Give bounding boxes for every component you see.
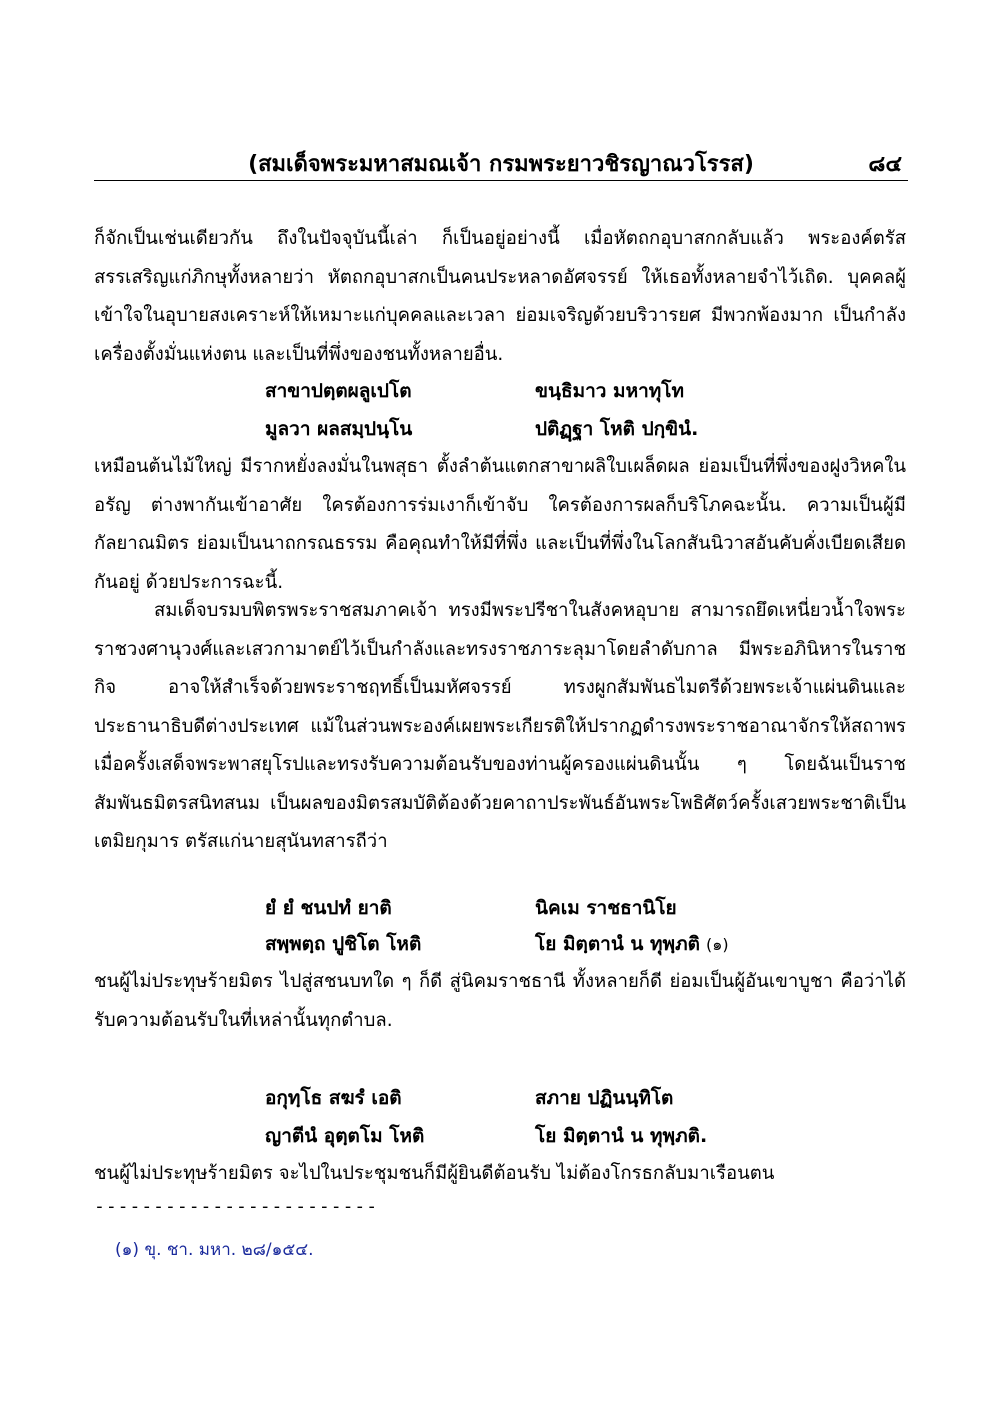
verse-line-2 <box>265 414 865 450</box>
page-number: ๘๔ <box>868 152 902 177</box>
verse-4-second-half-text: โย มิตฺตานํ น ทุพฺภติ <box>535 933 700 955</box>
verse-6-second-half: โย มิตฺตานํ น ทุพฺภติ. <box>535 1125 708 1147</box>
verse-4-first-half: สพฺพตฺถ ปูชิโต โหติ <box>265 933 422 955</box>
verse-4-second-half <box>535 929 729 959</box>
footnote-divider: ------------------------ <box>94 1196 379 1217</box>
header-title: (สมเด็จพระมหาสมณเจ้า กรมพระยาวชิรญาณวโรรส) <box>248 152 754 177</box>
verse-2-first-half: มูลวา ผลสมฺปนฺโน <box>265 418 413 440</box>
paragraph-4: ชนผู้ไม่ประทุษร้ายมิตร ไปสู่สชนบทใด ๆ ก็ดี สู่นิคมราชธานี ทั้งหลายก็ดี ย่อมเป็นผู้อันเขาบูชา คือว่าได้รับความต้อนรับในที่เหล่านั้นทุกตำบล. <box>94 971 906 1031</box>
verse-3-first-half: ยํ ยํ ชนปทํ ยาติ <box>265 897 392 919</box>
verse-3-second-half: นิคเม ราชธานิโย <box>535 897 677 919</box>
verse-line-5 <box>265 1083 865 1119</box>
footnote-text: (๑) ขุ. ชา. มหา. ๒๘/๑๕๔. <box>115 1240 314 1260</box>
paragraph-1: ก็จักเป็นเช่นเดียวกัน ถึงในปัจจุบันนี้เล่า ก็เป็นอยู่อย่างนี้ เมื่อหัตถกอุบาสกกลับแล้ว พระองค์ตรัสสรรเสริญแก่ภิกษุทั้งหลายว่า หัตถกอุบาสกเป็นคนประหลาดอัศจรรย์ ให้เธอทั้งหลายจำไว้เถิด. บุคคลผู้เข้าใจในอุบายสงเคราะห์ให้เหมาะแก่บุคคลและเวลา ย่อมเจริญด้วยบริวารยศ มีพวกพ้องมาก เป็นกำลังเครื่องตั้งมั่นแห่งตน และเป็นที่พึ่งของชนทั้งหลายอื่น. <box>94 228 906 365</box>
paragraph-2: เหมือนต้นไม้ใหญ่ มีรากหยั่งลงมั่นในพสุธา ตั้งลำต้นแตกสาขาผลิใบเผล็ดผล ย่อมเป็นที่พึ่งของฝูงวิหคในอรัญ ต่างพากันเข้าอาศัย ใครต้องการร่มเงาก็เข้าจับ ใครต้องการผลก็บริโภคฉะนั้น. ความเป็นผู้มีกัลยาณมิตร ย่อมเป็นนาถกรณธรรม คือคุณทำให้มีที่พึ่ง และเป็นที่พึ่งในโลกสันนิวาสอันคับคั่งเบียดเสียดกันอยู่ ด้วยประการฉะนี้. <box>94 456 906 593</box>
verse-line-6 <box>265 1121 865 1157</box>
verse-line-3 <box>265 893 865 929</box>
page-header <box>94 140 908 181</box>
verse-6-first-half: ญาตีนํ อุตฺตโม โหติ <box>265 1125 425 1147</box>
verse-2-second-half: ปติฏฺฐา โหติ ปกฺขินํ. <box>535 418 699 440</box>
verse-5-first-half: อกุทฺโธ สฆรํ เอติ <box>265 1087 402 1109</box>
verse-1-second-half: ขนฺธิมาว มหาทุโท <box>535 380 685 402</box>
verse-line-4 <box>265 929 865 965</box>
verse-line-1 <box>265 376 865 412</box>
verse-1-first-half: สาขาปตฺตผลูเปโต <box>265 380 412 402</box>
verse-5-second-half: สภาย ปฏินนฺทิโต <box>535 1087 674 1109</box>
footnote-marker: (๑) <box>705 935 729 954</box>
paragraph-5: ชนผู้ไม่ประทุษร้ายมิตร จะไปในประชุมชนก็มีผู้ยินดีต้อนรับ ไม่ต้องโกรธกลับมาเรือนตน <box>94 1163 775 1184</box>
paragraph-3: สมเด็จบรมบพิตรพระราชสมภาคเจ้า ทรงมีพระปรีชาในสังคหอุบาย สามารถยึดเหนี่ยวน้ำใจพระราชวงศานุวงศ์และเสวกามาตย์ไว้เป็นกำลังและทรงราชภาระลุมาโดยลำดับกาล มีพระอภินิหารในราชกิจ อาจให้สำเร็จด้วยพระราชฤทธิ์เป็นมหัศจรรย์ ทรงผูกสัมพันธไมตรีด้วยพระเจ้าแผ่นดินและประธานาธิบดีต่างประเทศ แม้ในส่วนพระองค์เผยพระเกียรติให้ปรากฏดำรงพระราชอาณาจักรให้สถาพร เมื่อครั้งเสด็จพระพาสยุโรปและทรงรับความต้อนรับของท่านผู้ครองแผ่นดินนั้น ๆ โดยฉันเป็นราชสัมพันธมิตรสนิทสนม เป็นผลของมิตรสมบัติต้องด้วยคาถาประพันธ์อันพระโพธิศัตว์ครั้งเสวยพระชาติเป็นเตมิยกุมาร ตรัสแก่นายสุนันทสารถีว่า <box>94 600 906 852</box>
